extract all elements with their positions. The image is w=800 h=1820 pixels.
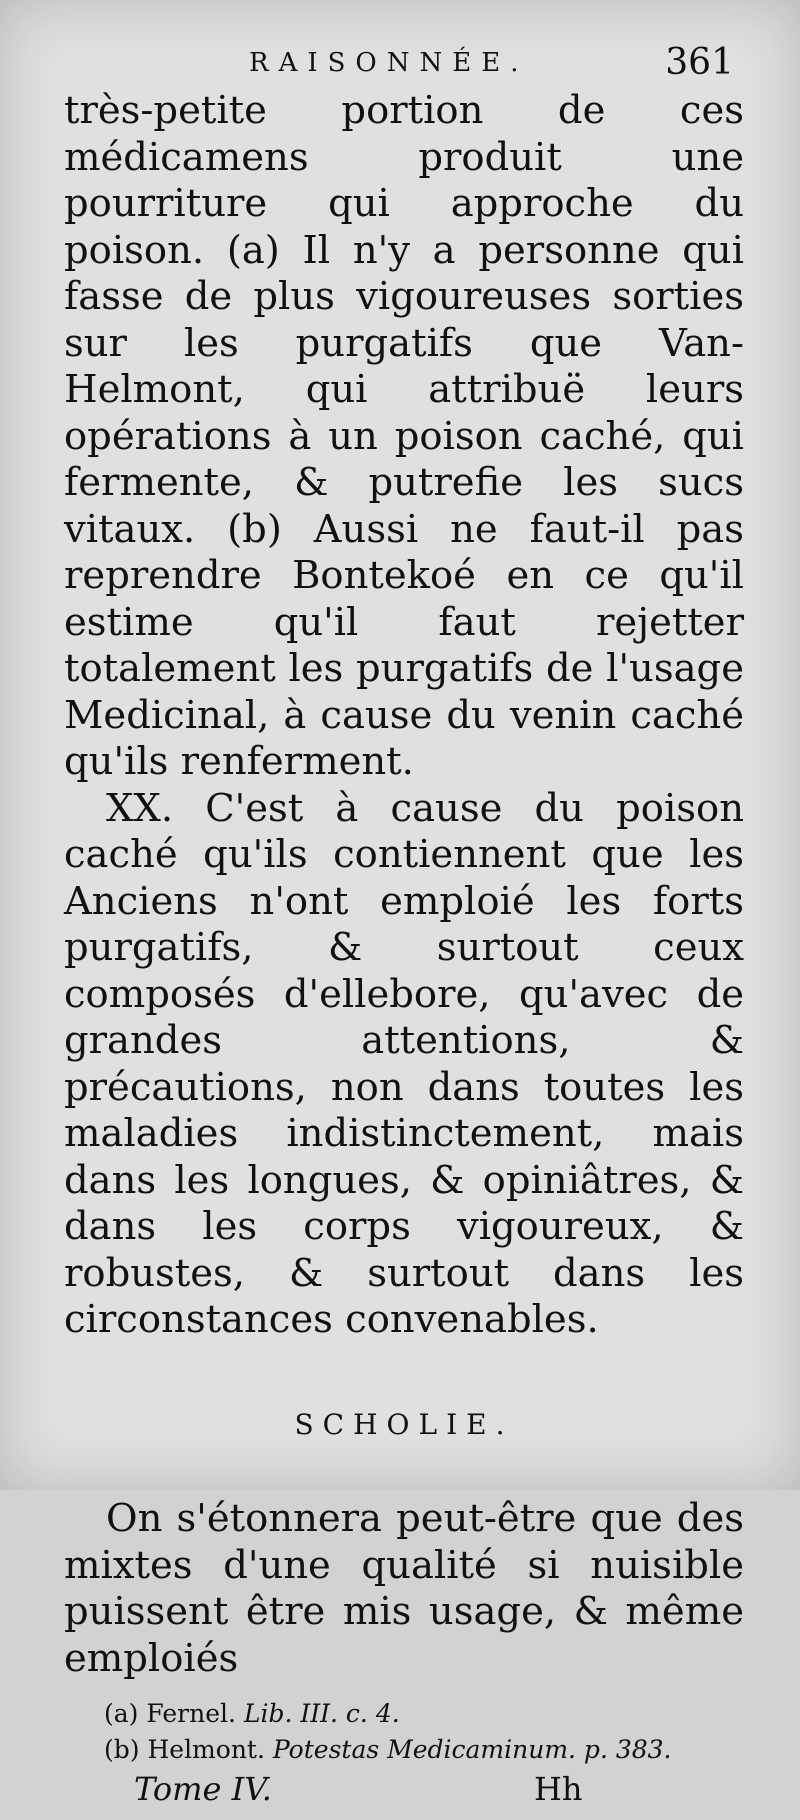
footnote: [104, 1696, 744, 1732]
volume-label: Tome IV.: [134, 1770, 272, 1808]
footnote-mark: (a): [104, 1699, 139, 1728]
paragraph-1: très-petite portion de ces médicamens produit une pourriture qui approche du poison. (a) Il n'y a personne qui fasse de plus vigoureuses sorties sur les purgatifs que Van-Helmont, qui attribuë leurs opérations à un poison caché, qui fermente, & putrefie les sucs vitaux. (b) Aussi ne faut-il pas reprendre Bontekoé en ce qu'il estime qu'il faut rejetter totalement les purgatifs de l'usage Medicinal, à cause du venin caché qu'ils renferment.: [64, 88, 744, 784]
footnote-author: Fernel.: [146, 1699, 236, 1728]
main-text: [64, 88, 744, 1682]
footnote-mark: (b): [104, 1735, 140, 1764]
paragraph-2: XX. C'est à cause du poison caché qu'ils contiennent que les Anciens n'ont emploié les forts purgatifs, & surtout ceux composés d'ellebore, qu'avec de grandes attentions, & précautions, non dans toutes les maladies indistinctement, mais dans les longues, & opiniâtres, & dans les corps vigoureux, & robustes, & surtout dans les circonstances convenables.: [64, 785, 744, 1342]
footnotes: [64, 1696, 744, 1768]
footnote-reference: Lib. III. c. 4.: [243, 1699, 400, 1728]
signature-mark: Hh: [534, 1770, 583, 1808]
running-head: RAISONNÉE.: [249, 48, 529, 78]
page-header: [64, 0, 744, 88]
section-heading: SCHOLIE.: [294, 1407, 514, 1441]
footnote: [104, 1732, 744, 1768]
page-number: 361: [665, 42, 734, 83]
footnote-author: Helmont.: [147, 1735, 265, 1764]
paragraph-3: On s'étonnera peut-être que des mixtes d'une qualité si nuisible puissent être mis usage, & même emploiés: [64, 1496, 744, 1681]
page-footer: [64, 1770, 744, 1820]
footnote-reference: Potestas Medicaminum. p. 383.: [272, 1735, 672, 1764]
